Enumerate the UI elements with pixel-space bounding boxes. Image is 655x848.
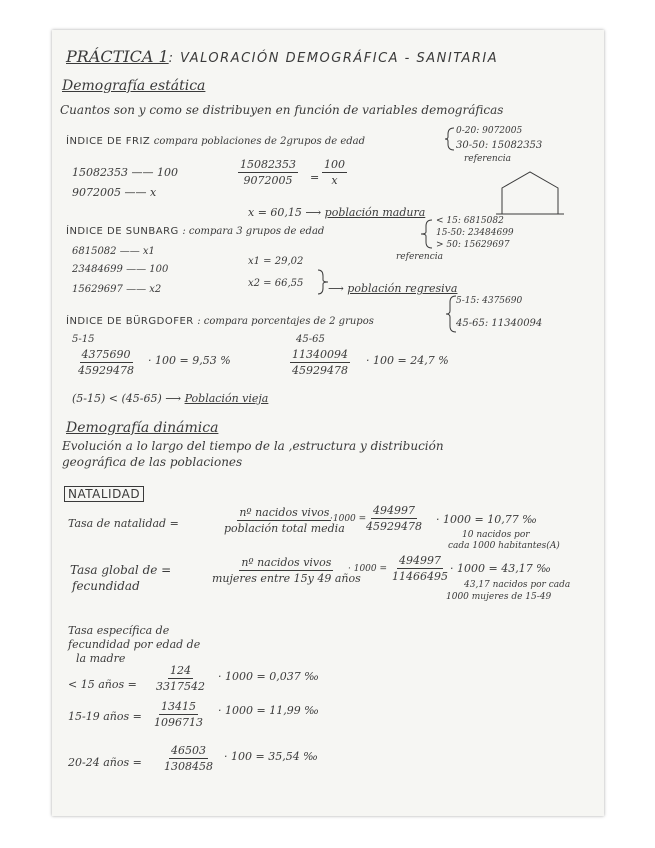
tasa-natalidad-note-2: cada 1000 habitantes(A) [448,541,560,551]
friz-conclusion: población madura [324,206,426,219]
tasa-esp-r1-fraction [154,664,207,693]
tasa-esp-r2-num: 13415 [161,700,196,713]
sunbarg-ref-label: referencia [396,252,443,262]
sunbarg-section [66,224,324,238]
burgdofer-group-1: 5-15 [72,334,95,345]
sunbarg-ref-1: < 15: 6815082 [436,216,504,226]
burgdofer-f2-den: 45929478 [292,364,348,377]
tasa-natalidad-num2: 494997 [373,504,415,517]
dinamica-desc-2: geográfica de las poblaciones [62,455,243,469]
tasa-natalidad-result: · 1000 = 10,77 ‰ [436,513,537,526]
tasa-global-mult: · 1000 = [348,564,388,574]
burgdofer-compare-line [72,392,268,405]
burgdofer-f1-den: 45929478 [78,364,134,377]
sunbarg-label: ÍNDICE DE SUNBARG [66,226,179,237]
tasa-global-note-2: 1000 mujeres de 15-49 [446,592,552,602]
tasa-natalidad-fraction-2 [364,504,424,533]
title-rest: : VALORACIÓN DEMOGRÁFICA - SANITARIA [168,51,499,66]
tasa-especifica-label-2: fecundidad por edad de [68,638,201,651]
burgdofer-f2-num: 11340094 [292,348,348,361]
heading-demografia-estatica: Demografía estática [62,78,206,94]
sunbarg-ref-2: 15-50: 23484699 [436,228,514,238]
tasa-esp-r3-result: · 100 = 35,54 ‰ [224,750,318,763]
tasa-global-result: · 1000 = 43,17 ‰ [450,562,551,575]
friz-eq-rden: x [331,174,338,187]
tasa-global-label-1: Tasa global de = [70,563,172,577]
friz-fraction-right [322,158,347,187]
tasa-natalidad-fraction [222,506,347,535]
friz-equals: = [310,171,320,184]
tasa-esp-r2-den: 1096713 [154,716,203,729]
tasa-global-fraction-2 [390,554,450,583]
tasa-esp-r1-label: < 15 años = [68,678,137,691]
friz-ref-label: referencia [464,154,511,164]
burgdofer-fraction-1 [76,348,136,377]
burgdofer-desc: : compara porcentajes de 2 grupos [197,316,374,327]
tasa-global-num: nº nacidos vivos [241,556,332,569]
sunbarg-row-3: 15629697 —— x2 [72,284,162,295]
friz-row-1: 15082353 —— 100 [72,166,178,179]
tasa-esp-r1-num: 124 [170,664,191,677]
tasa-global-fraction [210,556,363,585]
friz-section [66,134,365,148]
sunbarg-conclusion: población regresiva [347,282,458,295]
tasa-natalidad-note-1: 10 nacidos por [462,530,530,540]
sunbarg-conclusion-line: ⟶ población regresiva [328,282,458,295]
sunbarg-desc: : compara 3 grupos de edad [182,226,325,237]
tasa-global-den: mujeres entre 15y 49 años [212,572,361,585]
notebook-page [52,30,604,816]
burgdofer-section [66,314,374,328]
friz-fraction [238,158,298,187]
friz-eq-num: 15082353 [240,158,296,171]
title-practica: PRÁCTICA 1 [66,47,169,66]
dinamica-desc-1: Evolución a lo largo del tiempo de la ,estructura y distribución [62,439,444,453]
tasa-natalidad-den2: 45929478 [366,520,422,533]
sunbarg-ref-3: > 50: 15629697 [436,240,510,250]
burgdofer-label: ÍNDICE DE BÜRGDOFER [66,316,194,327]
tasa-global-den2: 11466495 [392,570,448,583]
tasa-global-note-1: 43,17 nacidos por cada [464,580,571,590]
friz-eq-den: 9072005 [243,174,293,187]
sunbarg-row-1: 6815082 —— x1 [72,246,155,257]
tasa-esp-r3-den: 1308458 [164,760,213,773]
friz-ref-1: 0-20: 9072005 [456,126,523,136]
friz-ref-2: 30-50: 15082353 [456,140,543,151]
sunbarg-row-2: 23484699 —— 100 [72,264,169,275]
burgdofer-conclusion: Población vieja [184,392,269,405]
friz-result-line: x = 60,15 ⟶ población madura [248,206,426,219]
tasa-esp-r1-result: · 1000 = 0,037 ‰ [218,670,319,683]
tasa-global-num2: 494997 [399,554,441,567]
tasa-esp-r3-label: 20-24 años = [68,756,142,769]
burgdofer-f1-num: 4375690 [81,348,131,361]
tasa-esp-r2-label: 15-19 años = [68,710,142,723]
natalidad-label: NATALIDAD [64,486,144,502]
tasa-global-label-2: fecundidad [72,579,140,593]
friz-result: x = 60,15 [248,206,302,219]
burgdofer-f2-result: · 100 = 24,7 % [366,354,449,367]
sunbarg-x2: x2 = 66,55 [248,278,304,289]
pyramid-sketch-icon [496,168,566,216]
natalidad-box [64,488,144,501]
tasa-esp-r3-num: 46503 [171,744,206,757]
tasa-especifica-label-3: la madre [76,652,126,665]
sunbarg-x1: x1 = 29,02 [248,256,304,267]
friz-desc: compara poblaciones de 2grupos de edad [153,136,366,147]
burgdofer-group-2: 45-65 [296,334,325,345]
tasa-natalidad-label: Tasa de natalidad = [68,517,179,530]
heading-demografia-dinamica: Demografía dinámica [66,420,219,436]
tasa-natalidad-num: nº nacidos vivos [239,506,330,519]
tasa-natalidad-mult: ·1000 = [330,514,367,524]
burgdofer-ref-1: 5-15: 4375690 [456,296,523,306]
tasa-natalidad-den: población total media [224,522,345,535]
friz-eq-rnum: 100 [324,158,345,171]
burgdofer-ref-2: 45-65: 11340094 [456,318,543,329]
burgdofer-compare: (5-15) < (45-65) ⟶ [72,392,182,405]
estatica-intro: Cuantos son y como se distribuyen en función de variables demográficas [60,103,504,117]
burgdofer-fraction-2 [290,348,350,377]
friz-row-2: 9072005 —— x [72,186,157,199]
tasa-esp-r2-fraction [152,700,205,729]
tasa-especifica-label-1: Tasa específica de [68,624,170,637]
burgdofer-f1-result: · 100 = 9,53 % [148,354,231,367]
friz-label: ÍNDICE DE FRIZ [66,136,151,147]
tasa-esp-r1-den: 3317542 [156,680,205,693]
tasa-esp-r3-fraction [162,744,215,773]
page-title [66,48,498,68]
tasa-esp-r2-result: · 1000 = 11,99 ‰ [218,704,319,717]
